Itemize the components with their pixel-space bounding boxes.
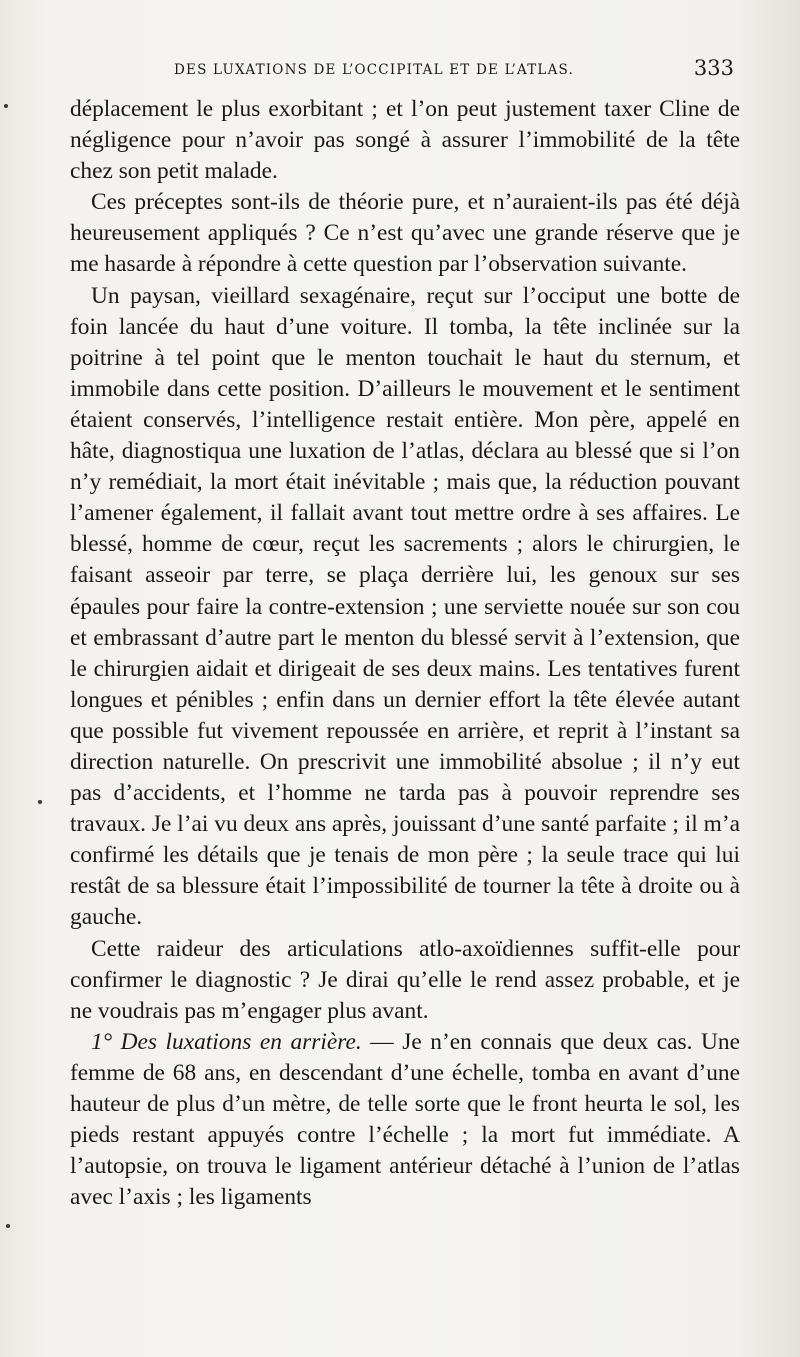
section-text: — Je n’en connais que deux cas. Une femme de 68 ans, en descendant d’une échelle, tomba en avant d’une hauteur de plus d’un mètre, de telle sorte que le front heurta le sol, les pieds restant appuyés contre l’échelle ; la mort fut immédiate. A l’autopsie, on trouva le ligament antérieur détaché à l’union de l’atlas avec l’axis ; les ligaments [70,1028,740,1211]
page-number: 333 [693,56,734,80]
paragraph-precepts: Ces préceptes sont-ils de théorie pure, et n’auraient-ils pas été déjà heureusement appliqués ? Ce n’est qu’avec une grande réserve que je me hasarde à répondre à cette question par l’observation suivante. [70,189,740,278]
paragraph-continuation: déplacement le plus exorbitant ; et l’on peut justement taxer Cline de négligence pour n’avoir pas songé à assurer l’immobilité de la tête chez son petit malade. [70,96,740,185]
page-header [70,56,740,86]
running-title: DES LUXATIONS DE L’OCCIPITAL ET DE L’ATLAS. [174,62,574,78]
page-body [70,94,740,1213]
margin-speck [4,104,8,108]
paragraph-diagnosis: Cette raideur des articulations atlo-axoïdiennes suffit-elle pour confirmer le diagnostic ? Je dirai qu’elle le rend assez probable, et je ne voudrais pas m’engager plus avant. [70,935,740,1024]
section-heading: 1° Des luxations en arrière. [91,1028,362,1055]
margin-speck [38,800,42,804]
margin-speck [6,1224,10,1228]
paragraph-backward-luxations [70,1027,740,1214]
paragraph-observation: Un paysan, vieillard sexagénaire, reçut sur l’occiput une botte de foin lancée du haut d’une voiture. Il tomba, la tête inclinée sur la poitrine à tel point que le menton touchait le haut du sternum, et immobile dans cette position. D’ailleurs le mouvement et le sentiment étaient conservés, l’intelligence restait entière. Mon père, appelé en hâte, diagnostiqua une luxation de l’atlas, déclara au blessé que si l’on n’y remédiait, la mort était inévitable ; mais que, la réduction pouvant l’amener également, il fallait avant tout mettre ordre à ses affaires. Le blessé, homme de cœur, reçut les sacrements ; alors le chirurgien, le faisant asseoir par terre, se plaça derrière lui, les genoux sur ses épaules pour faire la contre-extension ; une serviette nouée sur son cou et embrassant d’autre part le menton du blessé servit à l’extension, que le chirurgien aidait et dirigeait de ses deux mains. Les tentatives furent longues et pénibles ; enfin dans un dernier effort la tête élevée autant que possible fut vivement repoussée en arrière, et reprit à l’instant sa direction naturelle. On prescrivit une immobilité absolue ; il n’y eut pas d’accidents, et l’homme ne tarda pas à pouvoir reprendre ses travaux. Je l’ai vu deux ans après, jouissant d’une santé parfaite ; il m’a confirmé les détails que je tenais de mon père ; la seule trace qui lui restât de sa blessure était l’impossibilité de tourner la tête à droite ou à gauche. [70,282,740,931]
